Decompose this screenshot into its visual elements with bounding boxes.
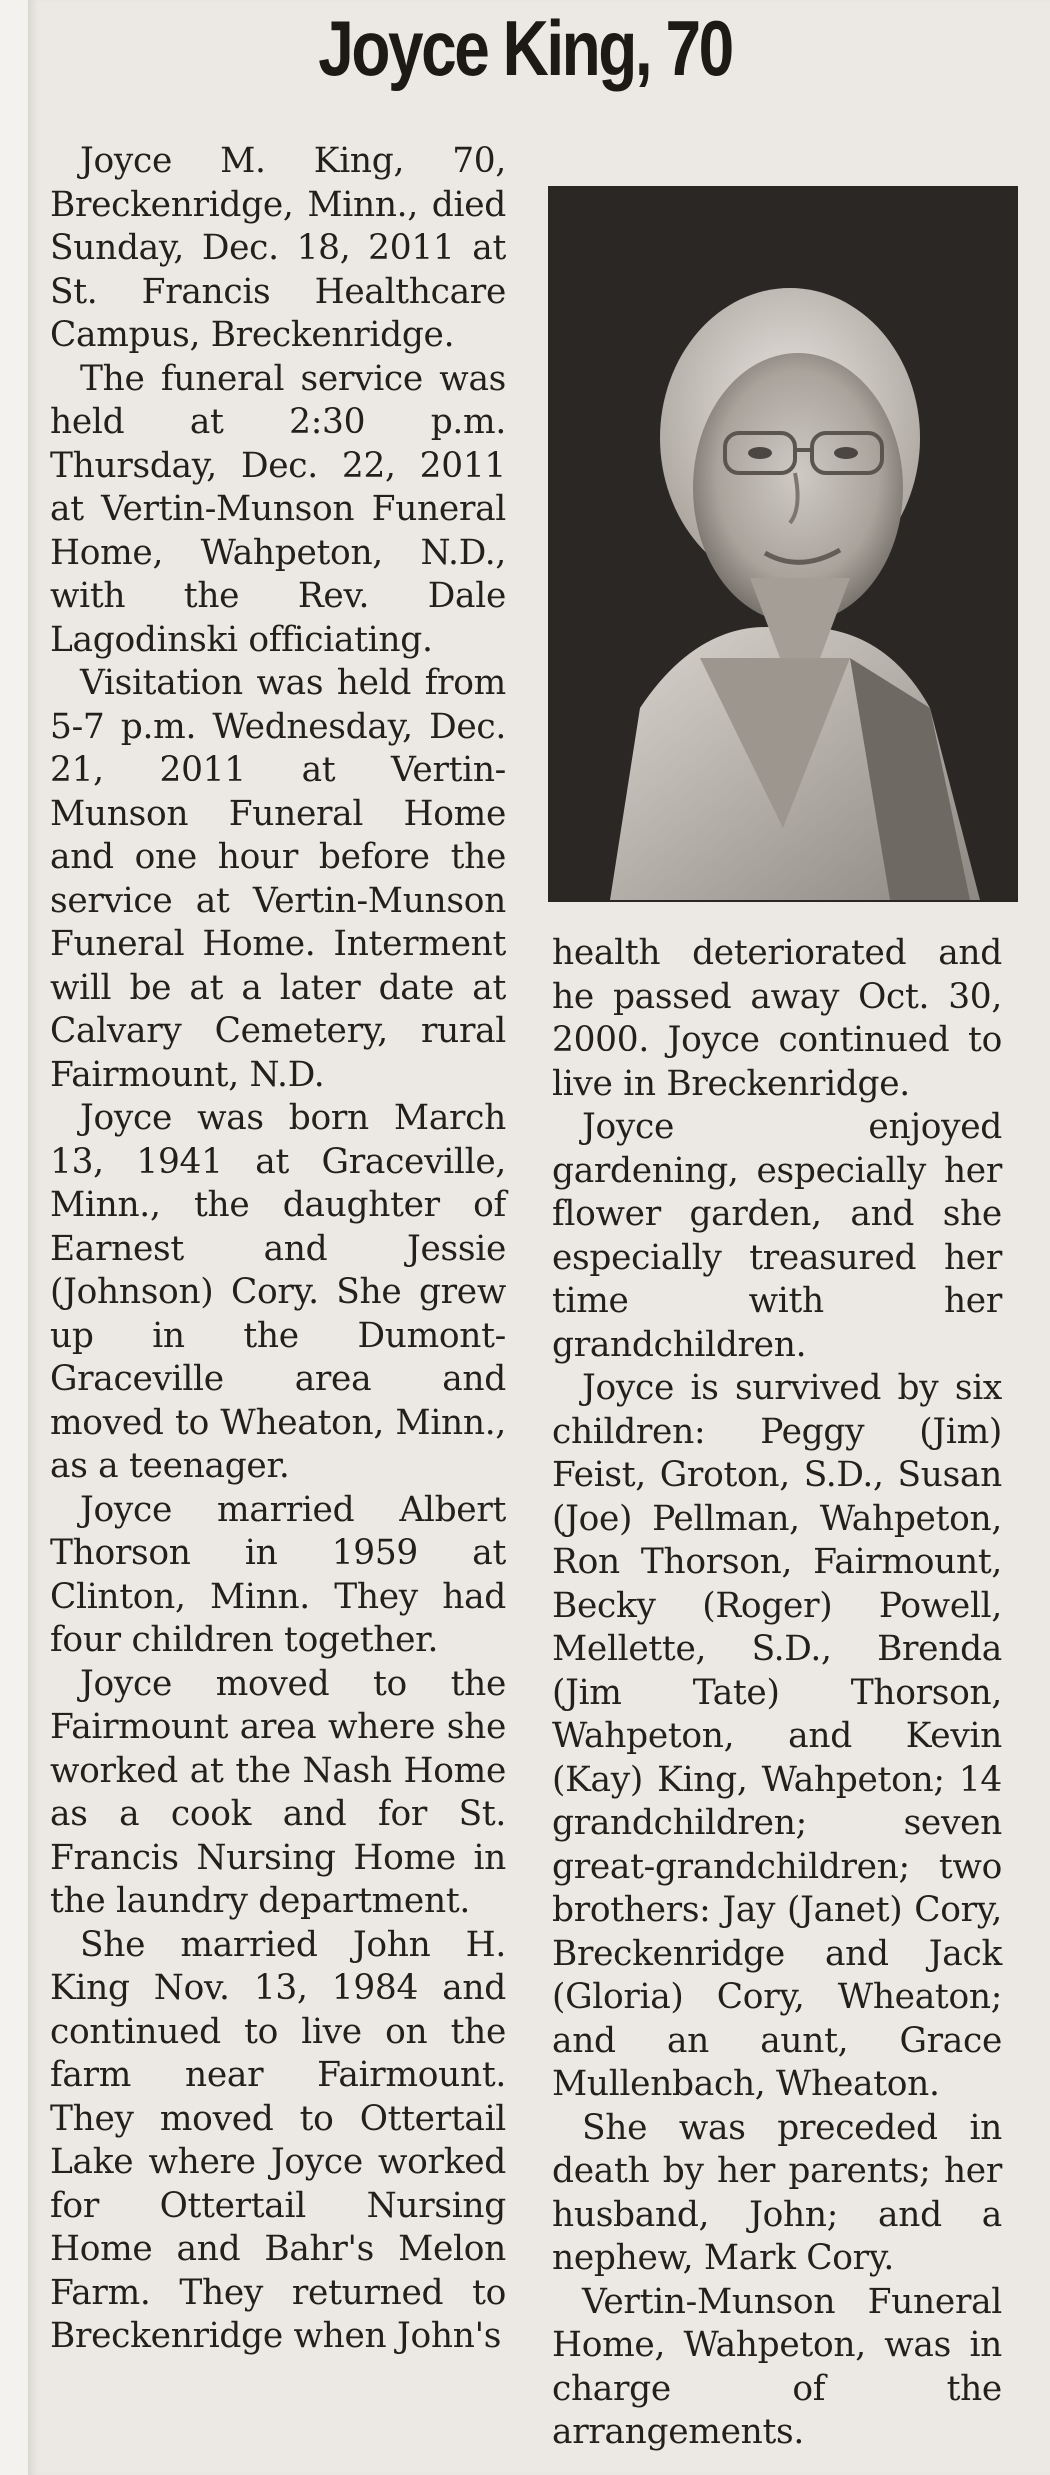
paragraph-arrangements: Vertin-Munson Funeral Home, Wahpeton, was in charge of the arrangements. bbox=[552, 2281, 1002, 2452]
paragraph-work: Joyce moved to the Fairmount area where she worked at the Nash Home as a cook and for St. Francis Nursing Home in the laundry department. bbox=[50, 1663, 506, 1921]
paragraph-visitation: Visitation was held from 5-7 p.m. Wednesday, Dec. 21, 2011 at Vertin-Munson Funeral Home and one hour before the service at Vertin-Munson Funeral Home. Interment will be at a later date at Calvary Cemetery, rural Fairmount, N.D. bbox=[50, 663, 506, 1095]
portrait-photo bbox=[548, 186, 1018, 902]
left-column bbox=[50, 140, 506, 2359]
paragraph-funeral: The funeral service was held at 2:30 p.m. Thursday, Dec. 22, 2011 at Vertin-Munson Funeral Home, Wahpeton, N.D., with the Rev. Dale Lagodinski officiating. bbox=[50, 358, 506, 660]
right-column bbox=[552, 932, 1002, 2455]
paragraph-first-marriage: Joyce married Albert Thorson in 1959 at Clinton, Minn. They had four children together. bbox=[50, 1489, 506, 1660]
obituary-headline: Joyce King, 70 bbox=[318, 4, 732, 92]
paragraph-survivors: Joyce is survived by six children: Peggy (Jim) Feist, Groton, S.D., Susan (Joe) Pellman, Wahpeton, Ron Thorson, Fairmount, Becky (Roger) Powell, Mellette, S.D., Brenda (Jim Tate) Thorson, Wahpeton, and Kevin (Kay) King, Wahpeton; 14 grandchildren; seven great-grandchildren; two brothers: Jay (Janet) Cory, Breckenridge and Jack (Gloria) Cory, Wheaton; and an aunt, Grace Mullenbach, Wheaton. bbox=[552, 1368, 1002, 2104]
paragraph-preceded: She was preceded in death by her parents; her husband, John; and a nephew, Mark Cory. bbox=[552, 2107, 1002, 2278]
paragraph-birth: Joyce was born March 13, 1941 at Graceville, Minn., the daughter of Earnest and Jessie (Johnson) Cory. She grew up in the Dumont-Graceville area and moved to Wheaton, Minn., as a teenager. bbox=[50, 1098, 506, 1486]
paragraph-death: Joyce M. King, 70, Breckenridge, Minn., died Sunday, Dec. 18, 2011 at St. Francis Healthcare Campus, Breckenridge. bbox=[50, 141, 506, 355]
paragraph-continued: health deteriorated and he passed away Oct. 30, 2000. Joyce continued to live in Breckenridge. bbox=[552, 933, 1002, 1104]
paragraph-gardening: Joyce enjoyed gardening, especially her flower garden, and she especially treasured her time with her grandchildren. bbox=[552, 1107, 1002, 1365]
paragraph-second-marriage: She married John H. King Nov. 13, 1984 and continued to live on the farm near Fairmount. They moved to Ottertail Lake where Joyce worked for Ottertail Nursing Home and Bahr's Melon Farm. They returned to Breckenridge when John's bbox=[50, 1924, 506, 2356]
portrait-image bbox=[550, 188, 1016, 900]
